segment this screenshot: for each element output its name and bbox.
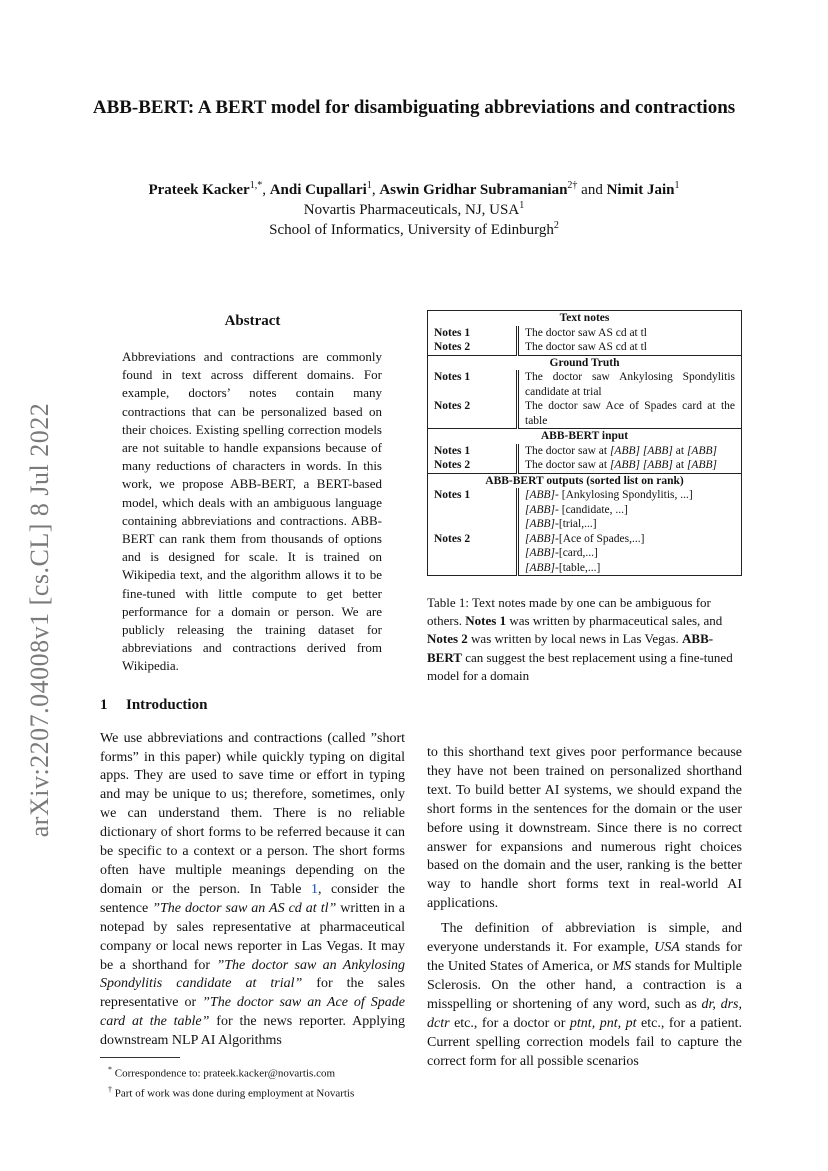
body-text: stands for Multiple Sclerosis. On the other hand, a contraction is a misspelling or shortening of any word, such as xyxy=(427,958,742,1012)
notes-table xyxy=(427,310,742,576)
arxiv-identifier: arXiv:2207.04008v1 [cs.CL] 8 Jul 2022 xyxy=(25,402,54,838)
caption-bold: ABB-BERT xyxy=(427,631,714,665)
author-name: Nimit Jain xyxy=(606,182,675,198)
abstract-text: Abbreviations and contractions are commonly found in text across different domains. For example, doctors’ notes contain many contractions that can be personalized based on their choices. Existing spelling correction models are not suitable to handle expansions because of many reductions of characters in words. In this work, we propose ABB-BERT, a BERT-based model, which deals with an ambiguous language containing abbreviations and contractions. ABB-BERT can rank them from thousands of options and is designed for scale. It is trained on Wikipedia text, and the algorithm allows it to be fine-tuned with little compute to get better performance for a domain or person. We are publicly releasing the training dataset for abbreviations and contractions derived from Wikipedia. xyxy=(122,349,382,674)
table-row xyxy=(428,444,742,459)
table-value-line: The doctor saw AS cd at tl xyxy=(525,341,648,353)
author-name: Aswin Gridhar Subramanian xyxy=(379,182,568,198)
table-row-value xyxy=(518,488,742,532)
body-text: stands for the United States of America, or xyxy=(427,940,742,974)
table-value-line: [ABB]- [Ankylosing Spondylitis, ...] xyxy=(525,489,693,501)
table-row xyxy=(428,488,742,532)
caption-bold: Notes 2 xyxy=(427,631,468,647)
table-row-value xyxy=(518,444,742,459)
table-row-label: Notes 1 xyxy=(428,326,518,341)
intro-quote: ”The doctor saw an Ace of Spade card at the table” xyxy=(100,995,405,1030)
table-row-value xyxy=(518,532,742,576)
footnote-mark: † xyxy=(108,1084,112,1094)
table-row-label: Notes 2 xyxy=(428,399,518,429)
intro-text: for the news reporter. Applying downstream NLP AI Algorithms xyxy=(100,1014,405,1049)
author-mark: 2† xyxy=(567,180,578,191)
table-row-value xyxy=(518,458,742,473)
table-section-heading-row xyxy=(428,473,742,488)
body-italic: USA xyxy=(654,940,680,956)
table-value-line: [ABB]-[trial,...] xyxy=(525,518,597,530)
table-section-heading-row xyxy=(428,355,742,370)
table-row xyxy=(428,370,742,399)
table-row-label: Notes 1 xyxy=(428,488,518,532)
table-value-line: The doctor saw AS cd at tl xyxy=(525,326,648,339)
author-list xyxy=(148,182,679,198)
affiliation xyxy=(60,200,768,220)
section-heading xyxy=(100,694,405,716)
affiliation-text: School of Informatics, University of Edinburgh xyxy=(269,222,554,238)
caption-text: was written by local news in Las Vegas. xyxy=(467,631,683,647)
affiliation-text: Novartis Pharmaceuticals, NJ, USA xyxy=(303,202,520,218)
intro-paragraph xyxy=(100,730,405,1051)
table-value-line: The doctor saw at [ABB] [ABB] at [ABB] xyxy=(525,444,717,457)
section-number: 1 xyxy=(100,696,108,713)
body-paragraph xyxy=(427,920,742,1071)
author-name: Andi Cupallari xyxy=(269,182,367,198)
table-section-heading: ABB-BERT outputs (sorted list on rank) xyxy=(428,473,742,488)
caption-text: Table 1: Text notes made by one can be ambiguous for others. xyxy=(427,595,711,629)
table-value-line: The doctor saw at [ABB] [ABB] at [ABB] xyxy=(525,459,717,471)
author-mark: 1,* xyxy=(249,180,263,191)
table-row-label: Notes 2 xyxy=(428,340,518,355)
caption-bold: Notes 1 xyxy=(465,613,507,629)
author-mark: 1 xyxy=(366,180,372,191)
table-section-heading: ABB-BERT input xyxy=(428,429,742,444)
intro-text: written in a notepad by sales representative at pharmaceutical company or local news reporter in Las Vegas. It may be a shorthand for xyxy=(100,900,406,973)
footnote xyxy=(108,1082,405,1102)
table-row-label: Notes 1 xyxy=(428,444,518,459)
affiliation-mark: 2 xyxy=(553,220,559,231)
table-row-value xyxy=(518,340,742,355)
right-body-text xyxy=(427,744,742,1071)
author-separator: , xyxy=(262,182,270,198)
author-separator: and xyxy=(577,182,607,198)
body-italic: dr, drs, dctr xyxy=(427,996,743,1031)
paper-title: ABB-BERT: A BERT model for disambiguating abbreviations and contractions xyxy=(92,97,736,118)
footnotes xyxy=(100,1062,405,1101)
abstract-heading: Abstract xyxy=(224,313,281,329)
table-row-value xyxy=(518,370,742,399)
table-row-label: Notes 2 xyxy=(428,532,518,576)
table-value-line: [ABB]-[table,...] xyxy=(525,561,601,574)
footnote-divider xyxy=(100,1057,180,1058)
caption-text: can suggest the best replacement using a fine-tuned model for a domain xyxy=(427,649,733,683)
author-mark: 1 xyxy=(674,180,680,191)
affiliation-mark: 1 xyxy=(519,200,525,211)
intro-text: , consider the sentence xyxy=(100,881,406,916)
body-paragraph: to this shorthand text gives poor performance because they have not been trained on personalized shorthand text. To build better AI systems, we should expand the short forms in the sentences for the domain or the user before using it downstream. Since there is no correct answer for expansions and numerous right choices based on the domain and the user, ranking is the better way to handle short forms text in real-world AI applications. xyxy=(427,745,742,912)
table-value-line: [ABB]-[Ace of Spades,...] xyxy=(525,532,645,545)
body-text: etc., for a doctor or xyxy=(449,1015,570,1031)
table-value-line: The doctor saw Ankylosing Spondylitis candidate at trial xyxy=(525,371,735,398)
intro-quote: ”The doctor saw an AS cd at tl” xyxy=(152,900,337,916)
right-column xyxy=(427,310,742,685)
table-row xyxy=(428,532,742,576)
table-row xyxy=(428,458,742,473)
table-row-label: Notes 2 xyxy=(428,458,518,473)
footnote-text: Part of work was done during employment at Novartis xyxy=(114,1087,355,1100)
body-text: The definition of abbreviation is simple, and everyone understands it. For example, xyxy=(427,921,742,956)
body-text: etc., for a patient. Current spelling correction models fail to capture the correct form for all possible scenarios xyxy=(427,1015,743,1069)
table-row xyxy=(428,326,742,341)
intro-text: for the sales representative or xyxy=(100,976,405,1011)
intro-text: We use abbreviations and contractions (called ”short forms” in this paper) while quickly typing on digital apps. They are used to save time or effort in typing and may be unique to us; therefore, sometimes, only we can understand them. There is no reliable dictionary of short forms to be referred because it can be specific to a context or a person. The short forms often have multiple meanings depending on the domain or the person. In Table xyxy=(100,730,405,897)
table-value-line: The doctor saw Ace of Spades card at the table xyxy=(525,400,735,427)
table-row xyxy=(428,340,742,355)
body-italic: ptnt, pnt, pt xyxy=(569,1015,637,1031)
table-caption xyxy=(427,594,742,685)
table-row-label: Notes 1 xyxy=(428,370,518,399)
table-row-value xyxy=(518,399,742,429)
table-section-heading: Ground Truth xyxy=(428,355,742,370)
table-value-line: [ABB]-[card,...] xyxy=(525,547,598,559)
body-italic: MS xyxy=(612,958,632,974)
table-reference-link[interactable]: 1 xyxy=(310,881,318,897)
author-name: Prateek Kacker xyxy=(148,182,250,198)
footnote xyxy=(108,1062,405,1082)
table-value-line: [ABB]- [candidate, ...] xyxy=(525,503,628,516)
table-section-heading: Text notes xyxy=(559,312,610,324)
table-row xyxy=(428,399,742,429)
author-separator: , xyxy=(371,182,380,198)
affiliation xyxy=(60,220,768,240)
intro-quote: ”The doctor saw an Ankylosing Spondylitis candidate at trial” xyxy=(100,957,406,992)
table-row-value xyxy=(518,326,742,341)
author-block xyxy=(60,180,768,240)
table-section-heading-row xyxy=(428,429,742,444)
left-column xyxy=(100,310,405,1101)
table-section-heading-row xyxy=(428,311,742,326)
section-title: Introduction xyxy=(126,696,208,713)
caption-text: was written by pharmaceutical sales, and xyxy=(506,613,723,629)
footnote-text: Correspondence to: prateek.kacker@novartis.com xyxy=(114,1067,336,1080)
footnote-mark: * xyxy=(108,1065,112,1075)
